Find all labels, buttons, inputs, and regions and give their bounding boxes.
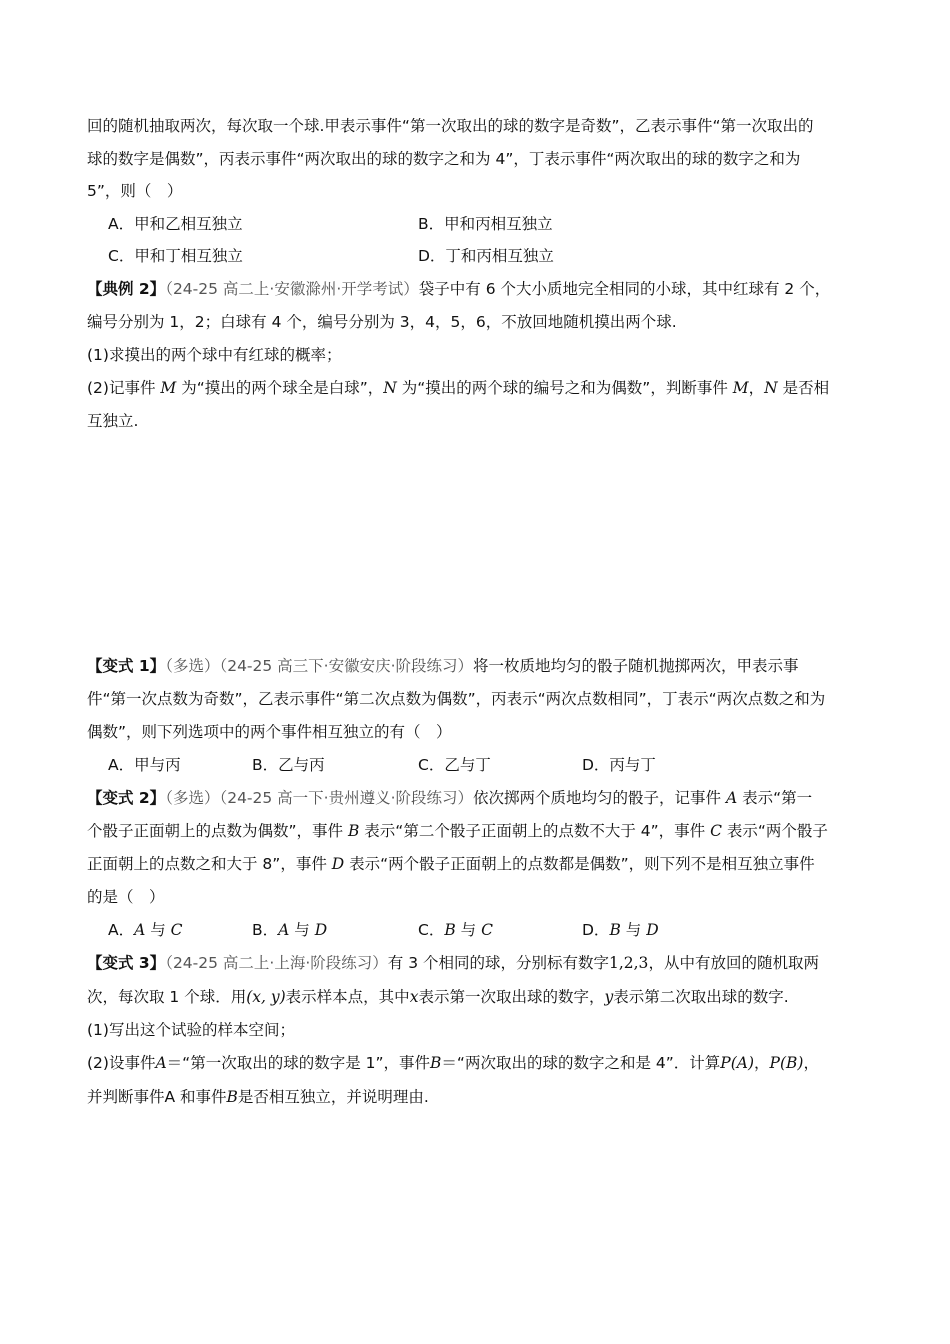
var-y: y — [604, 988, 614, 1006]
example-2-question-2 — [87, 378, 829, 398]
v3-event-b-ref: B — [226, 1088, 238, 1106]
event-a: A — [725, 789, 738, 807]
example-2-q2-text-e: 是否相 — [777, 379, 830, 397]
variant-3-text-1a: 有 3 个相同的球，分别标有数字 — [387, 954, 609, 972]
option-b-label: B． — [252, 921, 279, 939]
variant-1-option-b: B．乙与丙 — [252, 756, 325, 774]
example-2-tag: 【典例 2】 — [87, 280, 166, 298]
option-c-connector: 与 — [455, 921, 482, 939]
variant-2-option-b — [252, 920, 327, 940]
example-2-q2-text-c: 为“摸出的两个球的编号之和为偶数”，判断事件 — [396, 379, 733, 397]
variant-2-line-1 — [87, 788, 812, 808]
variant-1-line-1 — [87, 656, 799, 676]
variant-3-q2-text-c: ＝“两次取出的球的数字之和是 4”．计算 — [441, 1054, 721, 1072]
prev-option-b: B．甲和丙相互独立 — [418, 215, 553, 233]
example-2-q2-text-a: (2)记事件 — [87, 379, 161, 397]
variant-1-line-2: 件“第一次点数为奇数”，乙表示事件“第二次点数为偶数”，丙表示“两次点数相同”，丁表示“两次点数之和为 — [87, 690, 826, 708]
variant-3-text-2d: 表示第二次取出球的数字. — [613, 988, 789, 1006]
variant-3-q2-text-a: (2)设事件 — [87, 1054, 156, 1072]
example-2-q2-text-b: 为“摸出的两个球全是白球”， — [176, 379, 384, 397]
variant-3-q2-comma-2: ， — [803, 1054, 819, 1072]
prob-a: P(A) — [720, 1054, 754, 1072]
option-a-label: A． — [108, 921, 135, 939]
prev-option-c: C．甲和丁相互独立 — [108, 247, 243, 265]
variant-2-text-2a: 个骰子正面朝上的点数为偶数”，事件 — [87, 822, 348, 840]
variant-1-option-a: A．甲与丙 — [108, 756, 181, 774]
variant-2-option-a — [108, 920, 183, 940]
variant-3-source: （24-25 高二上·上海·阶段练习） — [165, 954, 388, 972]
option-d-event-2: D — [646, 921, 659, 939]
variant-3-q3-text-a: 并判断事件A 和事件 — [87, 1088, 227, 1106]
event-m: M — [160, 379, 177, 397]
event-c: C — [710, 822, 722, 840]
variant-2-text-3b: 表示“两个骰子正面朝上的点数都是偶数”，则下列不是相互独立事件 — [344, 855, 815, 873]
variant-3-question-1: (1)写出这个试验的样本空间； — [87, 1021, 295, 1039]
option-a-event-1: A — [134, 921, 146, 939]
variant-2-text-3a: 正面朝上的点数之和大于 8”，事件 — [87, 855, 332, 873]
variant-3-text-2b: 表示样本点，其中 — [285, 988, 410, 1006]
variant-3-text-2a: 次，每次取 1 个球．用 — [87, 988, 247, 1006]
variant-2-line-3 — [87, 854, 815, 874]
variant-3-tag: 【变式 3】 — [87, 954, 166, 972]
prev-question-line-1: 回的随机抽取两次，每次取一个球.甲表示事件“第一次取出的球的数字是奇数”，乙表示事件“第一次取出的 — [87, 117, 814, 135]
prev-option-a: A．甲和乙相互独立 — [108, 215, 243, 233]
example-2-line-2: 编号分别为 1，2；白球有 4 个，编号分别为 3，4，5，6，不放回地随机摸出两个球. — [87, 313, 677, 331]
variant-1-option-d: D．丙与丁 — [582, 756, 656, 774]
variant-3-text-1b: ，从中有放回的随机取两 — [648, 954, 819, 972]
event-n: N — [383, 379, 397, 397]
v3-event-a: A — [155, 1054, 167, 1072]
option-b-connector: 与 — [289, 921, 315, 939]
example-2-question-1: (1)求摸出的两个球中有红球的概率； — [87, 346, 342, 364]
variant-2-text-2b: 表示“第二个骰子正面朝上的点数不大于 4”，事件 — [359, 822, 711, 840]
v3-event-b: B — [430, 1054, 442, 1072]
example-2-line-1 — [87, 279, 830, 299]
option-d-event-1: B — [609, 921, 621, 939]
option-a-event-2: C — [170, 921, 183, 939]
variant-1-option-c: C．乙与丁 — [418, 756, 491, 774]
variant-3-q2-comma: ， — [754, 1054, 770, 1072]
option-a-connector: 与 — [145, 921, 171, 939]
variant-3-question-2-cont — [87, 1087, 429, 1107]
event-b: B — [347, 822, 360, 840]
variant-3-line-2 — [87, 987, 789, 1007]
variant-2-text-2c: 表示“两个骰子 — [721, 822, 828, 840]
example-2-question-2-cont: 互独立. — [87, 412, 139, 430]
option-d-connector: 与 — [620, 921, 647, 939]
variant-2-option-c — [418, 920, 493, 940]
example-2-source: （24-25 高二上·安徽滁州·开学考试） — [165, 280, 419, 298]
variant-2-text-1a: 依次掷两个质地均匀的骰子，记事件 — [473, 789, 726, 807]
var-x: x — [409, 988, 419, 1006]
variant-1-line-3: 偶数”，则下列选项中的两个事件相互独立的有（ ） — [87, 723, 452, 741]
variant-3-text-2c: 表示第一次取出球的数字， — [418, 988, 605, 1006]
event-n-ref: N — [764, 379, 778, 397]
variant-1-text-1: 将一枚质地均匀的骰子随机抛掷两次，甲表示事 — [473, 657, 799, 675]
option-b-event-2: D — [314, 921, 328, 939]
variant-2-line-4: 的是（ ） — [87, 888, 165, 906]
option-b-event-1: A — [278, 921, 290, 939]
option-c-label: C． — [418, 921, 445, 939]
variant-2-option-d — [582, 920, 659, 940]
variant-2-multi: （多选） — [165, 789, 220, 807]
option-d-label: D． — [582, 921, 610, 939]
prev-question-line-2: 球的数字是偶数”，丙表示事件“两次取出的球的数字之和为 4”，丁表示事件“两次取出的球的数字之和为 — [87, 150, 801, 168]
variant-3-q2-text-b: ＝“第一次取出的球的数字是 1”，事件 — [166, 1054, 431, 1072]
sample-point-xy: (x, y) — [246, 988, 286, 1006]
option-c-event-1: B — [444, 921, 456, 939]
example-2-text-1: 袋子中有 6 个大小质地完全相同的小球，其中红球有 2 个， — [418, 280, 831, 298]
event-m-ref: M — [732, 379, 749, 397]
variant-3-line-1 — [87, 953, 819, 973]
prev-question-line-3: 5”，则（ ） — [87, 182, 183, 200]
variant-2-text-1b: 表示“第一 — [737, 789, 813, 807]
variant-3-q3-text-b: 是否相互独立，并说明理由. — [237, 1088, 429, 1106]
variant-2-line-2 — [87, 821, 828, 841]
variant-1-tag: 【变式 1】 — [87, 657, 166, 675]
variant-2-source: （24-25 高一下·贵州遵义·阶段练习） — [219, 789, 474, 807]
ball-numbers: 1,2,3 — [608, 954, 649, 972]
prob-b: P(B) — [769, 1054, 804, 1072]
example-2-q2-comma: ， — [748, 379, 765, 397]
option-c-event-2: C — [481, 921, 493, 939]
prev-option-d: D．丁和丙相互独立 — [418, 247, 554, 265]
variant-1-multi: （多选） — [165, 657, 220, 675]
variant-1-source: （24-25 高三下·安徽安庆·阶段练习） — [219, 657, 474, 675]
variant-2-tag: 【变式 2】 — [87, 789, 166, 807]
event-d: D — [331, 855, 345, 873]
variant-3-question-2 — [87, 1053, 819, 1073]
